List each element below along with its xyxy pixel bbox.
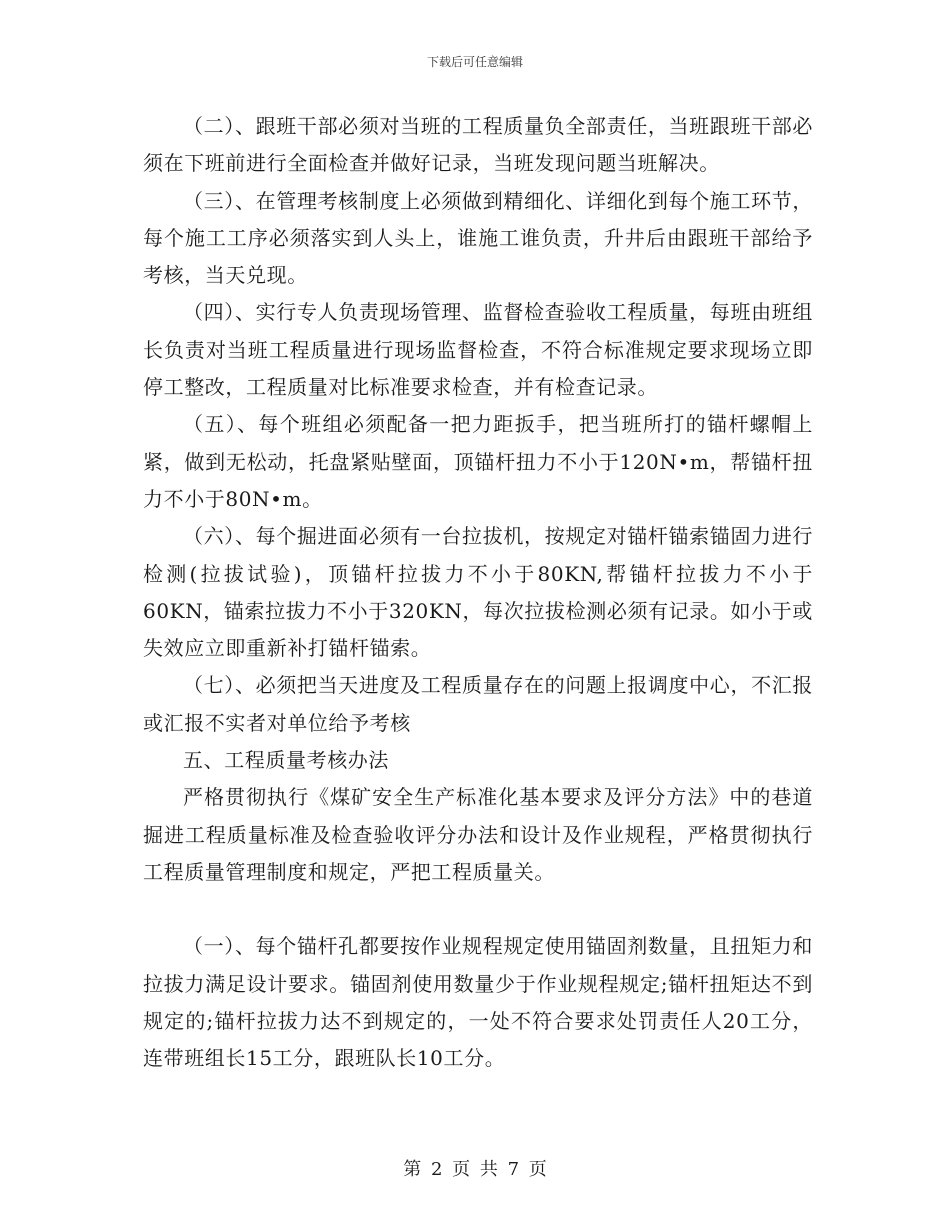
page-header: 下载后可任意编辑	[426, 55, 523, 69]
paragraph-5: （五）、每个班组必须配备一把力距扳手，把当班所打的锚杆螺帽上紧，做到无松动，托盘紧贴壁面，顶锚杆扭力不小于120N•m，帮锚杆扭力不小于80N•m。	[143, 412, 813, 511]
paragraph-item-1: （一）、每个锚杆孔都要按作业规程规定使用锚固剂数量，且扭矩力和拉拔力满足设计要求。锚固剂使用数量少于作业规程规定;锚杆扭矩达不到规定的;锚杆拉拔力达不到规定的，一处不符合要求处罚责任人20工分，连带班组长15工分，跟班队长10工分。	[143, 934, 813, 1071]
paragraph-2: （二）、跟班干部必须对当班的工程质量负全部责任，当班跟班干部必须在下班前进行全面检查并做好记录，当班发现问题当班解决。	[143, 114, 813, 176]
paragraph-6: （六）、每个掘进面必须有一台拉拔机，按规定对锚杆锚索锚固力进行检测(拉拔试验)，顶锚杆拉拔力不小于80KN,帮锚杆拉拔力不小于60KN，锚索拉拔力不小于320KN，每次拉拔检测必须有记录。如小于或失效应立即重新补打锚杆锚索。	[143, 524, 813, 661]
section-heading: 五、工程质量考核办法	[183, 748, 389, 773]
paragraph-7: （七）、必须把当天进度及工程质量存在的问题上报调度中心，不汇报或汇报不实者对单位给予考核	[143, 673, 813, 735]
paragraph-3: （三）、在管理考核制度上必须做到精细化、详细化到每个施工环节，每个施工工序必须落实到人头上，谁施工谁负责，升井后由跟班干部给予考核，当天兑现。	[143, 188, 813, 288]
page-number: 第 2 页 共 7 页	[403, 1159, 547, 1180]
section-intro-paragraph: 严格贯彻执行《煤矿安全生产标准化基本要求及评分方法》中的巷道掘进工程质量标准及检查验收评分办法和设计及作业规程，严格贯彻执行工程质量管理制度和规定，严把工程质量关。	[143, 785, 813, 884]
paragraph-4: （四）、实行专人负责现场管理、监督检查验收工程质量，每班由班组长负责对当班工程质量进行现场监督检查，不符合标准规定要求现场立即停工整改，工程质量对比标准要求检查，并有检查记录。	[143, 300, 813, 400]
blank-line	[143, 891, 813, 928]
document-body	[143, 108, 813, 1077]
